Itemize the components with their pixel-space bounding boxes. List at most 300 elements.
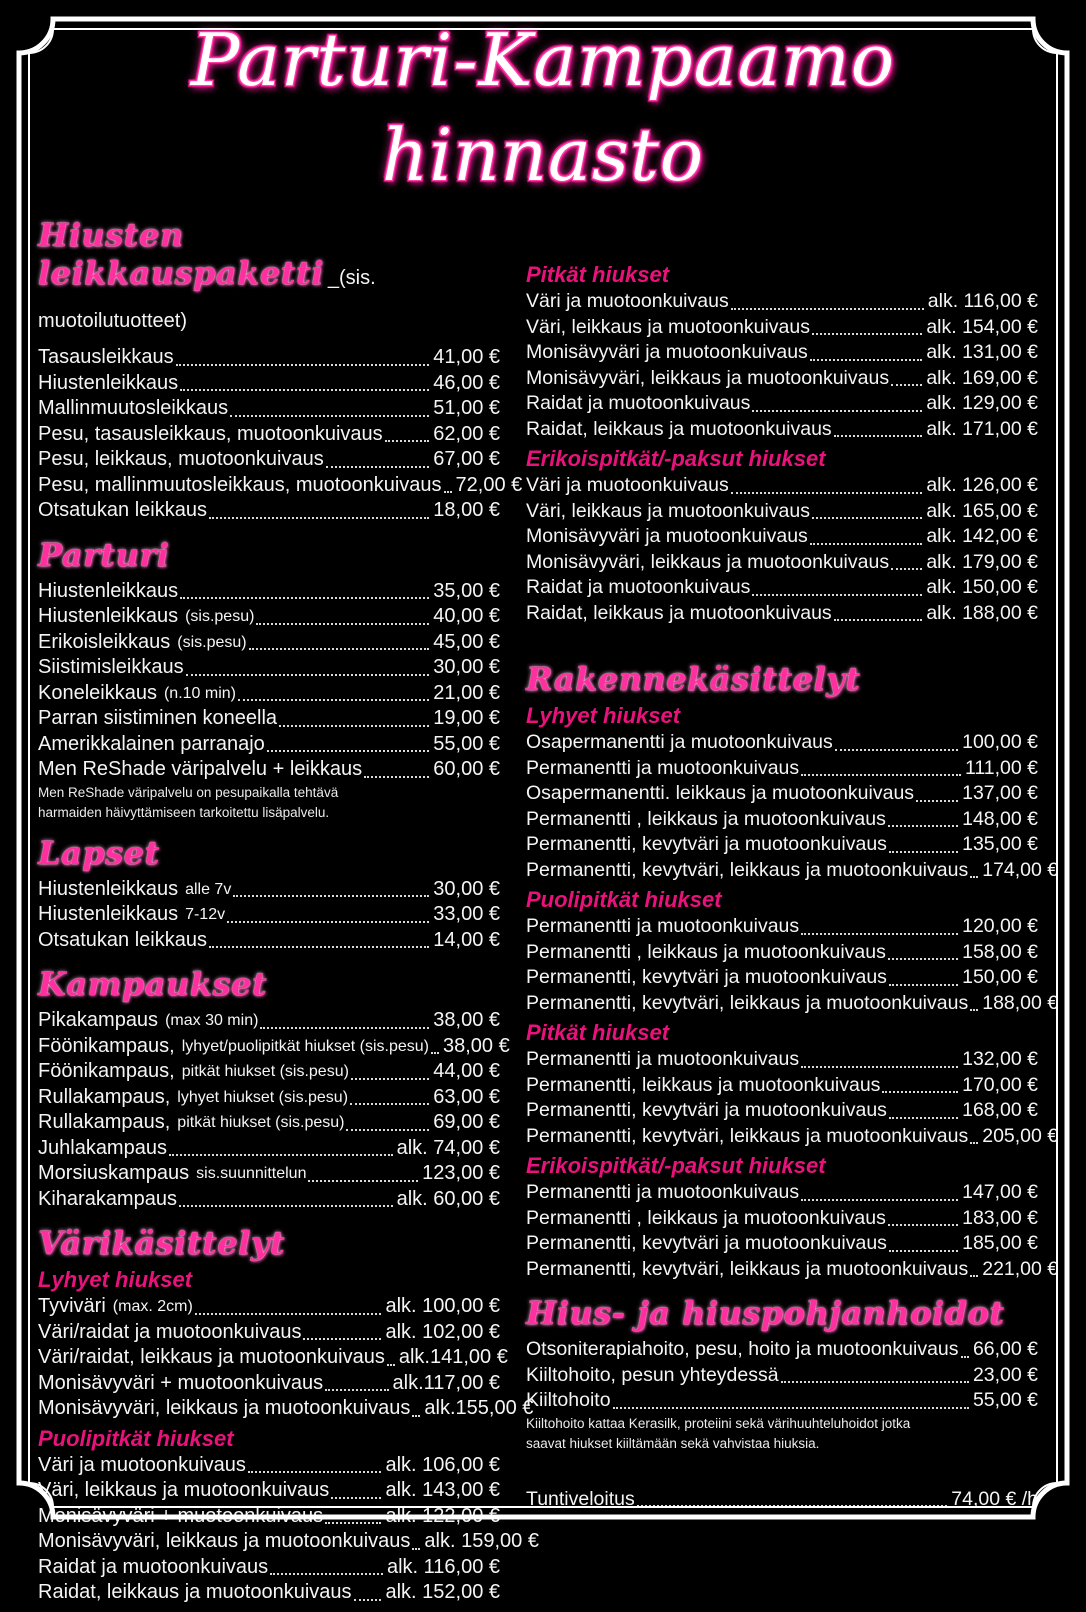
- price-row: [38, 1504, 500, 1530]
- service-detail: 7-12v: [185, 906, 226, 923]
- price-row: [526, 781, 1038, 807]
- service-name: Pesu, leikkaus, muotoonkuivaus: [38, 448, 324, 470]
- service-price: alk. 171,00 €: [926, 417, 1038, 440]
- service-price: 44,00 €: [433, 1060, 500, 1082]
- price-row: [526, 1206, 1038, 1232]
- service-name: Men ReShade väripalvelu + leikkaus: [38, 758, 363, 780]
- price-row: [38, 706, 500, 732]
- service-price: 100,00 €: [962, 731, 1038, 753]
- menu-section: [38, 965, 510, 1212]
- service-price: 55,00 €: [972, 1389, 1038, 1411]
- service-name: Otsatukan leikkaus: [38, 928, 207, 951]
- section-heading: [526, 660, 1038, 698]
- service-name: Rullakampaus,: [38, 1111, 171, 1133]
- price-row: [526, 366, 1038, 392]
- service-name: Pesu, mallinmuutosleikkaus, muotoonkuivaus: [38, 473, 442, 496]
- service-price: 132,00 €: [962, 1048, 1038, 1070]
- service-name: Hiustenleikkaus: [38, 877, 179, 900]
- section-heading-text: Hiusten leikkauspaketti: [38, 216, 324, 292]
- dotted-leader: [209, 517, 429, 519]
- price-row: [526, 1098, 1038, 1124]
- dotted-leader: [179, 1205, 393, 1207]
- dotted-leader: [325, 1522, 381, 1524]
- dotted-leader: [834, 435, 923, 437]
- dotted-leader: [812, 333, 922, 335]
- price-row: [38, 1136, 500, 1162]
- price-row: [526, 965, 1038, 991]
- left-column: [38, 204, 539, 1612]
- service-price: 168,00 €: [962, 1099, 1038, 1121]
- service-price: 62,00 €: [433, 422, 500, 445]
- service-name: Raidat ja muotoonkuivaus: [526, 576, 751, 598]
- price-row: [526, 524, 1038, 550]
- dotted-leader: [326, 466, 430, 468]
- service-detail: (max. 2cm): [112, 1298, 193, 1315]
- dotted-leader: [889, 851, 958, 853]
- service-price: 185,00 €: [962, 1232, 1038, 1254]
- service-name: Permanentti ja muotoonkuivaus: [526, 915, 800, 937]
- service-name: Väri, leikkaus ja muotoonkuivaus: [38, 1479, 330, 1501]
- dotted-leader: [195, 1313, 382, 1315]
- price-row: [526, 1180, 1038, 1206]
- page-title-line-1: Parturi-Kampaamo: [190, 18, 896, 102]
- price-row: [38, 1320, 500, 1346]
- footnote-line: Kiiltohoito kattaa Kerasilk, proteiini sekä värihuuhteluhoidot jotka: [526, 1415, 911, 1431]
- subsection-heading: Pitkät hiukset: [526, 1020, 670, 1045]
- service-price: 120,00 €: [962, 915, 1038, 937]
- price-row: [526, 289, 1038, 315]
- section-heading: [38, 834, 500, 872]
- service-name: Osapermanentti. leikkaus ja muotoonkuivaus: [526, 782, 915, 804]
- service-name: Hiustenleikkaus: [38, 903, 179, 925]
- dotted-leader: [613, 1407, 969, 1409]
- dotted-leader: [961, 1356, 969, 1358]
- price-row: [526, 832, 1038, 858]
- service-name: Kiiltohoito, pesun yhteydessä: [526, 1363, 779, 1386]
- price-row: [526, 340, 1038, 366]
- subsection-heading: Erikoispitkät/-paksut hiukset: [526, 446, 826, 471]
- service-price: 30,00 €: [433, 656, 500, 678]
- menu-section: [38, 536, 500, 822]
- page-title-line-2: hinnasto: [381, 113, 705, 197]
- service-price: 174,00 €: [982, 858, 1059, 881]
- price-row: [38, 1478, 500, 1504]
- price-row: [38, 1555, 500, 1581]
- price-row: [526, 1487, 1038, 1513]
- service-name: Raidat, leikkaus ja muotoonkuivaus: [526, 417, 832, 440]
- service-name: Morsiuskampaus: [38, 1162, 190, 1184]
- service-price: 188,00 €: [982, 991, 1059, 1014]
- service-price: alk. 106,00 €: [385, 1453, 500, 1476]
- service-name: Otsatukan leikkaus: [38, 499, 207, 521]
- menu-section: [526, 660, 1059, 1282]
- footnote-line: Men ReShade väripalvelu on pesupaikalla tehtävä: [38, 784, 339, 800]
- service-price: 66,00 €: [972, 1338, 1038, 1360]
- subsection-heading: Lyhyet hiukset: [526, 703, 681, 728]
- service-name: Permanentti ja muotoonkuivaus: [526, 1048, 800, 1070]
- dotted-leader: [385, 440, 430, 442]
- footnote-line: saavat hiukset kiiltämään sekä vahvistaa hiuksia.: [526, 1436, 820, 1451]
- service-name: Amerikkalainen parranajo: [38, 732, 265, 755]
- price-row: [526, 1073, 1038, 1099]
- service-price: alk. 116,00 €: [386, 1555, 500, 1578]
- service-price: 148,00 €: [962, 807, 1038, 830]
- service-name: Permanentti, kevytväri, leikkaus ja muotoonkuivaus: [526, 1124, 969, 1147]
- dotted-leader: [888, 1224, 958, 1226]
- service-name: Väri/raidat ja muotoonkuivaus: [38, 1320, 302, 1343]
- dotted-leader: [781, 1381, 969, 1383]
- service-price: alk. 165,00 €: [926, 499, 1038, 522]
- service-detail: pitkät hiukset (sis.pesu): [177, 1114, 345, 1131]
- dotted-leader: [230, 415, 429, 417]
- dotted-leader: [882, 1091, 958, 1093]
- service-name: Tyviväri: [38, 1295, 106, 1317]
- dotted-leader: [412, 1415, 420, 1417]
- service-detail: lyhyet hiukset (sis.pesu): [177, 1088, 349, 1106]
- subsection-heading: Puolipitkät hiukset: [526, 887, 722, 912]
- service-price: 40,00 €: [433, 605, 500, 627]
- price-row: [38, 345, 500, 371]
- service-name: Permanentti ja muotoonkuivaus: [526, 756, 800, 779]
- service-name: Permanentti , leikkaus ja muotoonkuivaus: [526, 807, 886, 830]
- service-name: Monisävyväri ja muotoonkuivaus: [526, 341, 808, 363]
- price-row: [38, 1396, 534, 1422]
- price-row: [38, 732, 500, 758]
- service-price: 205,00 €: [982, 1124, 1059, 1147]
- service-price: alk. 129,00 €: [926, 392, 1038, 414]
- price-row: [526, 1363, 1038, 1389]
- dotted-leader: [752, 410, 922, 412]
- section-heading: [526, 1294, 1038, 1332]
- service-price: 38,00 €: [433, 1009, 500, 1031]
- dotted-leader: [431, 1052, 439, 1054]
- menu-section: [526, 1294, 1038, 1453]
- dotted-leader: [180, 597, 429, 599]
- service-name: Monisävyväri + muotoonkuivaus: [38, 1371, 324, 1394]
- price-row: [38, 1161, 500, 1187]
- price-row: [38, 1187, 500, 1213]
- dotted-leader: [801, 1066, 958, 1068]
- price-row: [526, 601, 1038, 627]
- service-price: alk. 169,00 €: [926, 366, 1038, 389]
- service-price: 221,00 €: [982, 1257, 1059, 1280]
- service-name: Osapermanentti ja muotoonkuivaus: [526, 731, 833, 753]
- service-price: 158,00 €: [962, 940, 1038, 963]
- section-heading: [38, 216, 500, 340]
- subsection-heading: Lyhyet hiukset: [38, 1267, 193, 1292]
- service-price: alk. 143,00 €: [385, 1479, 500, 1501]
- menu-section: [38, 216, 523, 524]
- service-price: 137,00 €: [962, 782, 1038, 804]
- dotted-leader: [970, 1009, 978, 1011]
- price-row: [38, 1008, 500, 1034]
- price-row: [526, 991, 1059, 1017]
- service-name: Permanentti, kevytväri ja muotoonkuivaus: [526, 1232, 887, 1254]
- section-heading-text: Hius- ja hiuspohjanhoidot: [526, 1294, 1005, 1332]
- section-heading: [38, 1224, 500, 1262]
- service-price: alk. 152,00 €: [385, 1581, 500, 1603]
- menu-section: [526, 1487, 1038, 1513]
- section-heading-text: Kampaukset: [38, 965, 268, 1003]
- price-row: [38, 498, 500, 524]
- service-price: alk. 60,00 €: [396, 1187, 500, 1210]
- price-row: [526, 1337, 1038, 1363]
- dotted-leader: [889, 1117, 958, 1119]
- service-name: Tuntiveloitus: [526, 1487, 635, 1510]
- service-price: alk. 122,00 €: [385, 1504, 500, 1527]
- dotted-leader: [238, 699, 429, 701]
- service-name: Permanentti ja muotoonkuivaus: [526, 1181, 800, 1203]
- service-price: alk. 154,00 €: [926, 315, 1038, 338]
- price-row: [38, 928, 500, 954]
- dotted-leader: [731, 308, 924, 310]
- dotted-leader: [834, 619, 923, 621]
- service-name: Kiharakampaus: [38, 1187, 177, 1210]
- service-name: Permanentti , leikkaus ja muotoonkuivaus: [526, 1206, 886, 1229]
- dotted-leader: [801, 1199, 958, 1201]
- service-name: Monisävyväri ja muotoonkuivaus: [526, 525, 808, 547]
- price-row: [526, 1388, 1038, 1414]
- service-name: Väri, leikkaus ja muotoonkuivaus: [526, 315, 810, 338]
- service-price: alk. 126,00 €: [926, 474, 1038, 496]
- price-row: [38, 1529, 539, 1555]
- service-price: alk. 100,00 €: [385, 1295, 500, 1317]
- service-price: 46,00 €: [433, 371, 500, 394]
- service-price: 30,00 €: [433, 877, 500, 900]
- service-name: Hiustenleikkaus: [38, 371, 179, 394]
- service-detail: sis.suunnittelun: [196, 1165, 307, 1182]
- service-price: 150,00 €: [962, 966, 1038, 988]
- price-row: [38, 902, 500, 928]
- dotted-leader: [308, 1180, 418, 1182]
- service-name: Väri, leikkaus ja muotoonkuivaus: [526, 499, 810, 522]
- dotted-leader: [888, 825, 958, 827]
- price-row: [526, 730, 1038, 756]
- section-heading-text: Parturi: [38, 535, 170, 574]
- service-price: alk. 74,00 €: [396, 1136, 500, 1159]
- service-price: alk. 102,00 €: [385, 1320, 500, 1343]
- dotted-leader: [260, 1027, 429, 1029]
- service-name: Pesu, tasausleikkaus, muotoonkuivaus: [38, 422, 383, 445]
- price-row: [38, 604, 500, 630]
- service-name: Tasausleikkaus: [38, 346, 174, 368]
- service-name: Permanentti, kevytväri, leikkaus ja muotoonkuivaus: [526, 1257, 969, 1280]
- dotted-leader: [970, 876, 978, 878]
- price-row: [526, 914, 1038, 940]
- service-name: Monisävyväri, leikkaus ja muotoonkuivaus: [526, 550, 890, 573]
- service-name: Hiustenleikkaus: [38, 605, 179, 627]
- price-row: [526, 550, 1038, 576]
- price-row: [526, 756, 1038, 782]
- service-price: 35,00 €: [433, 579, 500, 602]
- service-name: Föönikampaus,: [38, 1060, 175, 1082]
- service-price: 19,00 €: [433, 707, 500, 729]
- service-detail: (n.10 min): [163, 684, 236, 702]
- price-row: [526, 499, 1038, 525]
- service-name: Permanentti, kevytväri, leikkaus ja muotoonkuivaus: [526, 858, 969, 881]
- service-detail: alle 7v: [185, 880, 232, 898]
- service-price: 18,00 €: [433, 499, 500, 521]
- subsection-heading: Pitkät hiukset: [526, 262, 670, 287]
- dotted-leader: [752, 594, 922, 596]
- service-price: 21,00 €: [433, 681, 500, 704]
- dotted-leader: [916, 800, 958, 802]
- right-column: [526, 204, 1059, 1612]
- dotted-leader: [180, 389, 429, 391]
- price-row: [38, 757, 500, 783]
- service-price: alk.141,00 €: [398, 1346, 508, 1368]
- section-heading: [38, 965, 500, 1003]
- service-price: 41,00 €: [433, 346, 500, 368]
- price-row: [526, 807, 1038, 833]
- price-row: [38, 1059, 500, 1085]
- service-price: alk. 188,00 €: [926, 601, 1038, 624]
- service-price: 135,00 €: [962, 833, 1038, 855]
- service-name: Erikoisleikkaus: [38, 630, 171, 653]
- service-price: alk. 131,00 €: [926, 341, 1038, 363]
- dotted-leader: [889, 1250, 958, 1252]
- subsection-heading: Puolipitkät hiukset: [38, 1425, 234, 1451]
- price-row: [38, 447, 500, 473]
- dotted-leader: [233, 895, 429, 897]
- service-name: Permanentti, kevytväri ja muotoonkuivaus: [526, 966, 887, 988]
- dotted-leader: [209, 946, 429, 948]
- price-row: [38, 1034, 510, 1060]
- service-name: Väri ja muotoonkuivaus: [38, 1453, 246, 1476]
- menu-section: [38, 1224, 539, 1606]
- dotted-leader: [331, 1497, 381, 1499]
- price-row: [526, 473, 1038, 499]
- dotted-leader: [801, 774, 961, 776]
- service-name: Monisävyväri, leikkaus ja muotoonkuivaus: [526, 366, 890, 389]
- service-name: Siistimisleikkaus: [38, 656, 184, 678]
- service-detail: (sis.pesu): [177, 633, 247, 651]
- service-price: 170,00 €: [962, 1073, 1038, 1096]
- service-detail: (sis.pesu): [185, 608, 255, 625]
- price-row: [38, 877, 500, 903]
- menu-section: [526, 262, 1038, 626]
- service-price: 45,00 €: [433, 630, 500, 653]
- price-row: [38, 579, 500, 605]
- dotted-leader: [731, 492, 923, 494]
- service-price: alk. 116,00 €: [927, 290, 1038, 312]
- service-name: Permanentti, kevytväri ja muotoonkuivaus: [526, 1099, 887, 1121]
- service-name: Väri ja muotoonkuivaus: [526, 290, 729, 312]
- service-name: Pikakampaus: [38, 1009, 159, 1031]
- service-price: 33,00 €: [433, 903, 500, 925]
- service-price: alk. 159,00 €: [424, 1530, 539, 1552]
- section-heading-text: Rakennekäsittelyt: [526, 660, 861, 698]
- service-name: Kiiltohoito: [526, 1389, 611, 1411]
- service-price: 23,00 €: [972, 1363, 1038, 1386]
- service-detail: pitkät hiukset (sis.pesu): [181, 1063, 349, 1080]
- service-name: Hiustenleikkaus: [38, 579, 179, 602]
- price-row: [38, 1371, 500, 1397]
- dotted-leader: [970, 1142, 978, 1144]
- dotted-leader: [970, 1275, 978, 1277]
- dotted-leader: [303, 1338, 381, 1340]
- dotted-leader: [279, 725, 429, 727]
- dotted-leader: [270, 1573, 383, 1575]
- dotted-leader: [186, 674, 430, 676]
- section-heading-suffix: _(sis. muotoilutuotteet): [38, 267, 376, 332]
- dotted-leader: [227, 921, 429, 923]
- price-row: [526, 1047, 1038, 1073]
- service-name: Permanentti, leikkaus ja muotoonkuivaus: [526, 1073, 881, 1096]
- price-row: [38, 473, 523, 499]
- page-title: [0, 0, 1086, 200]
- dotted-leader: [412, 1548, 420, 1550]
- service-price: 63,00 €: [433, 1085, 500, 1108]
- dotted-leader: [346, 1129, 429, 1131]
- price-row: [526, 858, 1059, 884]
- dotted-leader: [350, 1103, 429, 1105]
- dotted-leader: [248, 1471, 382, 1473]
- service-name: Permanentti , leikkaus ja muotoonkuivaus: [526, 940, 886, 963]
- service-name: Parran siistiminen koneella: [38, 707, 278, 729]
- price-row: [526, 1257, 1059, 1283]
- price-row: [526, 1124, 1059, 1150]
- service-price: 183,00 €: [962, 1206, 1038, 1229]
- service-price: 67,00 €: [433, 448, 500, 470]
- footnote-line: harmaiden häivyttämiseen tarkoitettu lisäpalvelu.: [38, 805, 330, 820]
- service-detail: (max 30 min): [165, 1012, 259, 1029]
- dotted-leader: [889, 984, 958, 986]
- service-price: 69,00 €: [433, 1111, 500, 1133]
- price-row: [526, 417, 1038, 443]
- section-heading-text: Värikäsittelyt: [38, 1224, 286, 1262]
- price-row: [38, 1085, 500, 1111]
- service-price: alk. 142,00 €: [926, 525, 1038, 547]
- dotted-leader: [810, 543, 923, 545]
- dotted-leader: [387, 1364, 395, 1366]
- service-price: 74,00 € /h: [951, 1487, 1038, 1510]
- dotted-leader: [351, 1078, 429, 1080]
- dotted-leader: [637, 1505, 948, 1507]
- price-row: [38, 1580, 500, 1606]
- dotted-leader: [835, 749, 958, 751]
- service-name: Koneleikkaus: [38, 681, 157, 704]
- menu-columns: [0, 204, 1086, 1612]
- price-row: [38, 396, 500, 422]
- price-row: [38, 630, 500, 656]
- price-row: [38, 655, 500, 681]
- menu-section: [38, 834, 500, 954]
- service-price: 123,00 €: [422, 1162, 500, 1184]
- dotted-leader: [176, 364, 430, 366]
- service-price: 14,00 €: [433, 928, 500, 951]
- service-name: Raidat ja muotoonkuivaus: [526, 392, 751, 414]
- service-price: 55,00 €: [433, 732, 500, 755]
- section-heading: [38, 536, 500, 574]
- price-row: [38, 1453, 500, 1479]
- dotted-leader: [256, 623, 429, 625]
- service-name: Raidat ja muotoonkuivaus: [38, 1555, 269, 1578]
- price-row: [526, 1231, 1038, 1257]
- price-row: [526, 575, 1038, 601]
- price-row: [526, 391, 1038, 417]
- dotted-leader: [364, 776, 429, 778]
- subsection-heading: Erikoispitkät/-paksut hiukset: [526, 1153, 826, 1178]
- service-name: Permanentti, kevytväri, leikkaus ja muotoonkuivaus: [526, 991, 969, 1014]
- service-price: alk. 150,00 €: [926, 576, 1038, 598]
- service-name: Väri/raidat, leikkaus ja muotoonkuivaus: [38, 1346, 385, 1368]
- service-name: Otsoniterapiahoito, pesu, hoito ja muotoonkuivaus: [526, 1338, 959, 1360]
- service-name: Raidat, leikkaus ja muotoonkuivaus: [38, 1581, 352, 1603]
- price-row: [526, 315, 1038, 341]
- service-name: Juhlakampaus: [38, 1136, 167, 1159]
- service-price: 51,00 €: [433, 397, 500, 419]
